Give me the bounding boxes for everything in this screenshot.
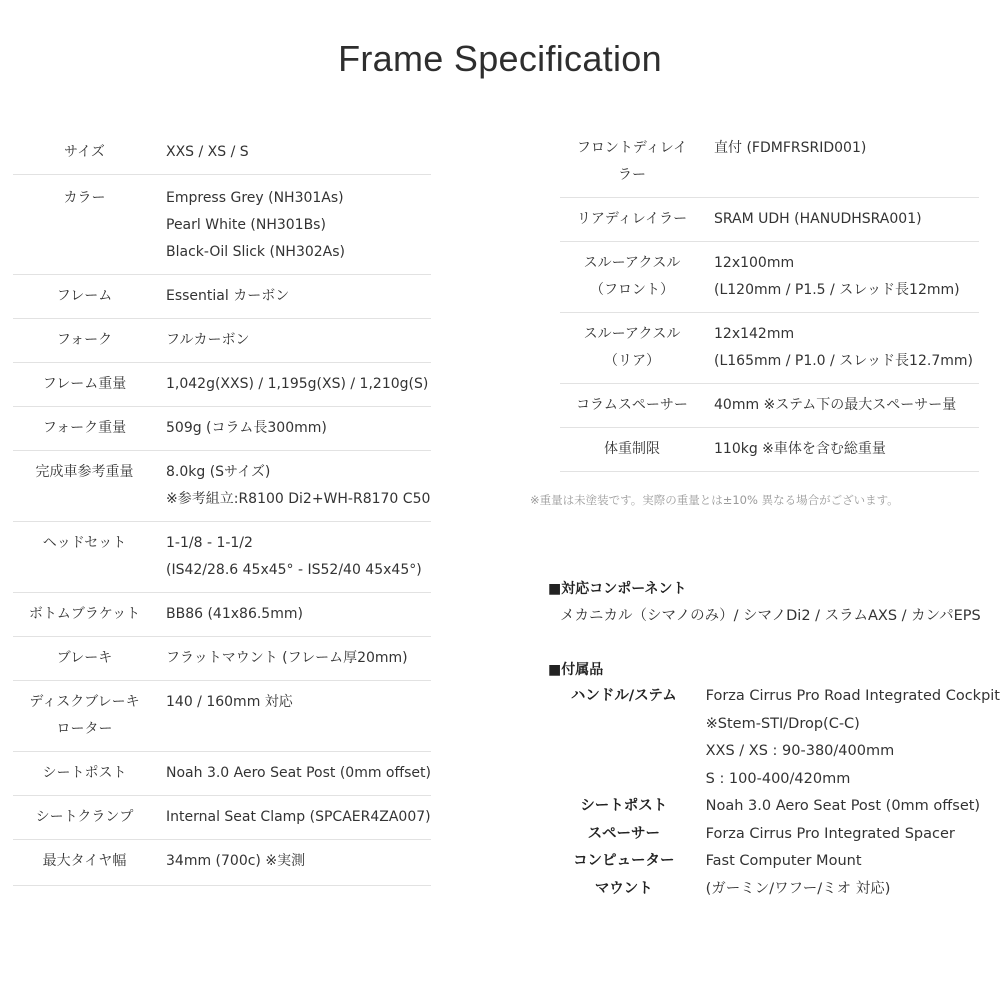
spec-value-line: 1,042g(XXS) / 1,195g(XS) / 1,210g(S)	[166, 376, 429, 392]
spec-label	[13, 593, 156, 637]
spec-row	[13, 796, 431, 840]
accessory-value: (ガーミン/ワフー/ミオ 対応)	[705, 880, 891, 897]
spec-row	[13, 681, 431, 752]
accessory-row	[560, 793, 1000, 821]
page-title: Frame Specification	[338, 38, 662, 79]
spec-row	[560, 133, 979, 198]
spec-value-line: SRAM UDH (HANUDHSRA001)	[714, 211, 922, 227]
spec-row	[560, 198, 979, 242]
accessory-label: マウント	[594, 880, 653, 897]
spec-label-line: リアディレイラー	[576, 211, 688, 227]
spec-row	[13, 637, 431, 681]
spec-label	[13, 133, 156, 175]
spec-label-line: シートポスト	[42, 765, 127, 781]
spec-row	[13, 133, 431, 175]
spec-value-line: 140 / 160mm 対応	[166, 694, 293, 710]
accessory-row	[560, 738, 1000, 766]
spec-value-line: Pearl White (NH301Bs)	[166, 217, 326, 233]
spec-label-line: 体重制限	[604, 441, 660, 457]
accessory-value: XXS / XS : 90-380/400mm	[705, 743, 895, 759]
spec-label	[13, 363, 156, 407]
components-heading: ■対応コンポーネント	[548, 581, 687, 597]
spec-value-line: Essential カーボン	[166, 288, 290, 304]
accessory-value: Fast Computer Mount	[705, 853, 862, 869]
spec-row	[13, 752, 431, 796]
spec-value	[156, 275, 431, 319]
spec-label	[13, 840, 156, 886]
spec-label	[560, 198, 704, 242]
spec-value	[704, 313, 979, 384]
spec-value	[156, 175, 431, 275]
accessory-label: シートポスト	[580, 798, 668, 814]
accessories-heading: ■付属品	[548, 662, 604, 678]
spec-value-line: (IS42/28.6 45x45° - IS52/40 45x45°)	[166, 562, 422, 578]
spec-label	[13, 637, 156, 681]
spec-row	[13, 451, 431, 522]
spec-label	[560, 428, 704, 472]
spec-label-line: コラムスペーサー	[576, 397, 688, 413]
spec-label	[13, 275, 156, 319]
spec-value-line: 直付 (FDMFRSRID001)	[714, 140, 867, 156]
accessory-label	[560, 738, 698, 766]
spec-label-line: スルーアクスル	[583, 326, 681, 342]
spec-row	[560, 384, 979, 428]
accessory-row	[560, 711, 1000, 739]
accessory-value: Forza Cirrus Pro Integrated Spacer	[705, 825, 955, 842]
accessory-row	[560, 848, 1000, 876]
spec-value	[156, 593, 431, 637]
spec-value-line: フラットマウント (フレーム厚20mm)	[166, 650, 408, 666]
accessory-label	[560, 766, 698, 794]
accessory-label: コンピューター	[573, 853, 675, 869]
spec-value	[156, 522, 431, 593]
accessory-row	[560, 766, 1000, 794]
frame-spec-table-right	[560, 133, 979, 472]
spec-label-line: フォーク	[56, 332, 113, 348]
spec-label-line: シートクランプ	[35, 809, 134, 825]
spec-label	[560, 242, 704, 313]
spec-value	[704, 242, 979, 313]
spec-label	[13, 752, 156, 796]
spec-row	[13, 319, 431, 363]
spec-label-line: フォーク重量	[42, 420, 127, 436]
frame-spec-table-left	[13, 133, 431, 886]
spec-label-line: ラー	[618, 167, 646, 183]
spec-value-line: 12x100mm	[714, 255, 795, 271]
spec-value-line: Empress Grey (NH301As)	[166, 190, 344, 206]
accessory-value: S : 100-400/420mm	[705, 770, 851, 787]
spec-value	[156, 133, 431, 175]
spec-value	[156, 637, 431, 681]
spec-value	[156, 840, 431, 886]
spec-row	[13, 522, 431, 593]
spec-value	[704, 133, 979, 198]
spec-label-line: フレーム	[56, 288, 113, 304]
spec-row	[13, 275, 431, 319]
spec-row	[13, 407, 431, 451]
spec-label-line: 完成車参考重量	[35, 464, 134, 480]
spec-value	[156, 796, 431, 840]
spec-value-line: (L165mm / P1.0 / スレッド長12.7mm)	[714, 353, 973, 369]
spec-row	[13, 840, 431, 886]
accessory-row	[560, 683, 1000, 711]
spec-value-line: 12x142mm	[714, 326, 795, 342]
spec-value-line: Noah 3.0 Aero Seat Post (0mm offset)	[166, 765, 431, 781]
spec-label-line: フロントディレイ	[576, 140, 688, 156]
accessory-value: ※Stem-STI/Drop(C-C)	[705, 715, 860, 732]
spec-value	[704, 198, 979, 242]
accessories-table	[560, 683, 1000, 903]
spec-label	[13, 451, 156, 522]
spec-label-line: ディスクブレーキ	[29, 694, 140, 710]
spec-label-line: サイズ	[64, 144, 105, 160]
spec-label	[560, 313, 704, 384]
spec-label-line: ローター	[56, 721, 113, 737]
spec-label	[13, 319, 156, 363]
spec-row	[13, 175, 431, 275]
accessory-label: スペーサー	[587, 825, 661, 842]
spec-value	[156, 752, 431, 796]
spec-row	[13, 363, 431, 407]
accessory-value: Forza Cirrus Pro Road Integrated Cockpit	[705, 688, 1000, 704]
spec-value	[704, 428, 979, 472]
spec-value	[156, 319, 431, 363]
spec-row	[560, 428, 979, 472]
spec-label	[13, 796, 156, 840]
spec-value	[704, 384, 979, 428]
components-text: メカニカル（シマノのみ）/ シマノDi2 / スラムAXS / カンパEPS	[560, 608, 981, 624]
spec-value	[156, 681, 431, 752]
spec-value-line: 110kg ※車体を含む総重量	[714, 441, 886, 457]
spec-row	[560, 313, 979, 384]
spec-value	[156, 451, 431, 522]
spec-value-line: 34mm (700c) ※実測	[166, 853, 306, 869]
spec-value-line: 40mm ※ステム下の最大スペーサー量	[714, 397, 957, 413]
accessory-label: ハンドル/ステム	[570, 688, 677, 704]
spec-label-line: ヘッドセット	[42, 535, 127, 551]
spec-value-line: (L120mm / P1.5 / スレッド長12mm)	[714, 282, 960, 298]
spec-label	[560, 384, 704, 428]
accessory-label	[560, 711, 698, 739]
spec-label	[13, 407, 156, 451]
spec-value-line: XXS / XS / S	[166, 144, 249, 160]
spec-value-line: 8.0kg (Sサイズ)	[166, 464, 271, 480]
spec-value-line: 1-1/8 - 1-1/2	[166, 535, 253, 551]
spec-label-line: （フロント）	[590, 282, 674, 298]
spec-label-line: ブレーキ	[56, 650, 113, 666]
spec-label	[13, 175, 156, 275]
accessory-row	[560, 876, 1000, 904]
spec-label-line: スルーアクスル	[583, 255, 681, 271]
accessory-value: Noah 3.0 Aero Seat Post (0mm offset)	[705, 798, 981, 814]
spec-row	[560, 242, 979, 313]
weight-note: ※重量は未塗装です。実際の重量とは±10% 異なる場合がございます。	[530, 493, 899, 507]
spec-label	[13, 522, 156, 593]
spec-label-line: ボトムブラケット	[28, 606, 141, 622]
spec-label-line: （リア）	[604, 353, 660, 369]
spec-value-line: Black-Oil Slick (NH302As)	[166, 244, 346, 260]
spec-label	[13, 681, 156, 752]
spec-row	[13, 593, 431, 637]
spec-label-line: カラー	[63, 190, 106, 206]
spec-value	[156, 363, 431, 407]
spec-value	[156, 407, 431, 451]
spec-value-line: フルカーボン	[166, 332, 250, 348]
spec-value-line: 509g (コラム長300mm)	[166, 420, 327, 436]
spec-value-line: BB86 (41x86.5mm)	[166, 606, 303, 622]
spec-value-line: ※参考組立:R8100 Di2+WH-R8170 C50	[166, 491, 431, 507]
spec-label	[560, 133, 704, 198]
spec-label-line: 最大タイヤ幅	[42, 853, 127, 869]
spec-label-line: フレーム重量	[42, 376, 127, 392]
accessory-row	[560, 821, 1000, 849]
spec-value-line: Internal Seat Clamp (SPCAER4ZA007)	[166, 809, 431, 825]
